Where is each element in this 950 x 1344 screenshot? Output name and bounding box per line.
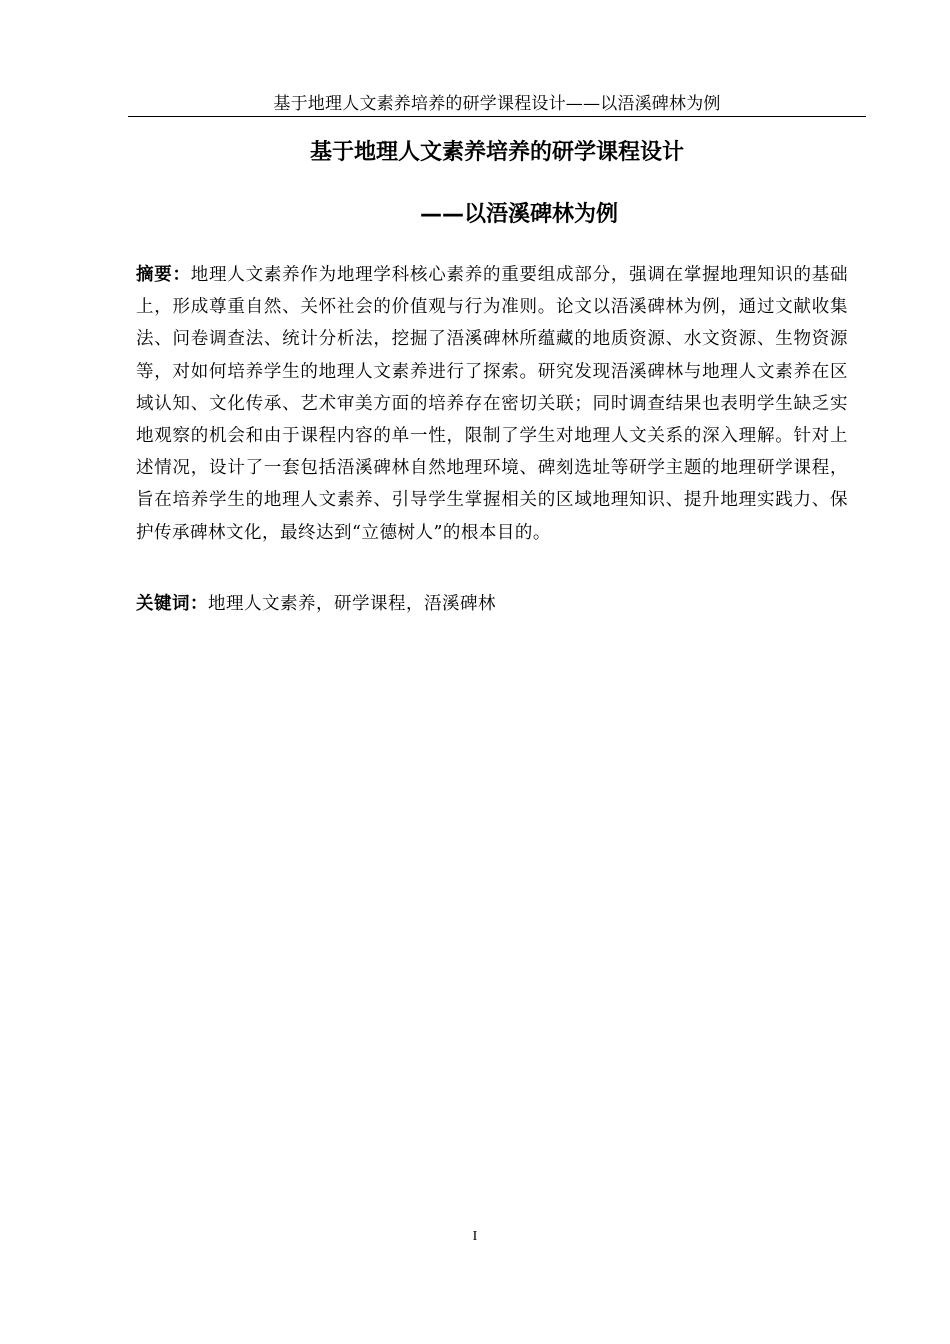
abstract-label: 摘要： [136,265,191,285]
abstract-text: 地理人文素养作为地理学科核心素养的重要组成部分，强调在掌握地理知识的基础上，形成尊重自然、关怀社会的价值观与行为准则。论文以浯溪碑林为例，通过文献收集法、问卷调查法、统计分析法，挖掘了浯溪碑林所蕴藏的地质资源、水文资源、生物资源等，对如何培养学生的地理人文素养进行了探索。研究发现浯溪碑林与地理人文素养在区域认知、文化传承、艺术审美方面的培养存在密切关联；同时调查结果也表明学生缺乏实地观察的机会和由于课程内容的单一性，限制了学生对地理人文关系的深入理解。针对上述情况，设计了一套包括浯溪碑林自然地理环境、碑刻选址等研学主题的地理研学课程，旨在培养学生的地理人文素养、引导学生掌握相关的区域地理知识、提升地理实践力、保护传承碑林文化，最终达到“立德树人”的根本目的。 [136,265,849,543]
abstract-paragraph [136,259,848,549]
keywords-text: 地理人文素养，研学课程，浯溪碑林 [208,594,496,614]
header-rule [128,116,866,117]
keywords-label: 关键词： [136,594,208,614]
keywords-line [136,588,848,620]
page-number: I [472,1229,478,1244]
paper-title: 基于地理人文素养培养的研学课程设计 [309,140,684,165]
running-header: 基于地理人文素养培养的研学课程设计——以浯溪碑林为例 [273,94,721,114]
paper-subtitle: ——以浯溪碑林为例 [419,202,618,227]
